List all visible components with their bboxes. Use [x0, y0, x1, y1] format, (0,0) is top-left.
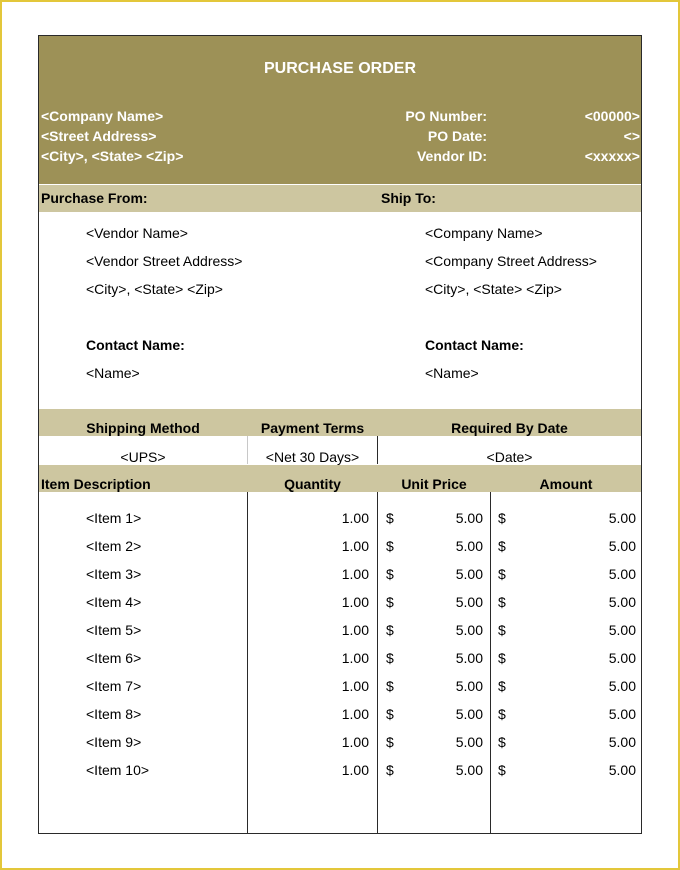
item-amount[interactable]: 5.00	[608, 594, 636, 610]
purchase-order-sheet	[38, 35, 642, 834]
address-section-band	[39, 185, 641, 212]
item-quantity[interactable]: 1.00	[341, 678, 369, 694]
amount-currency: $	[498, 706, 506, 722]
amount-currency: $	[498, 622, 506, 638]
required-by-date-label: Required By Date	[451, 420, 568, 436]
vendor-street-address[interactable]: <Vendor Street Address>	[86, 253, 243, 269]
item-quantity[interactable]: 1.00	[341, 622, 369, 638]
item-unit-price[interactable]: 5.00	[455, 650, 483, 666]
item-amount[interactable]: 5.00	[608, 566, 636, 582]
item-unit-price[interactable]: 5.00	[455, 594, 483, 610]
city-state-zip: <City>, <State> <Zip>	[41, 148, 184, 164]
po-number-label: PO Number:	[405, 108, 487, 124]
po-date-label: PO Date:	[427, 128, 487, 144]
col-amount: Amount	[539, 476, 593, 492]
item-amount[interactable]: 5.00	[608, 510, 636, 526]
item-unit-price[interactable]: 5.00	[455, 538, 483, 554]
col-quantity: Quantity	[284, 476, 341, 492]
item-amount[interactable]: 5.00	[608, 650, 636, 666]
item-amount[interactable]: 5.00	[608, 538, 636, 554]
item-quantity[interactable]: 1.00	[341, 510, 369, 526]
item-quantity[interactable]: 1.00	[341, 734, 369, 750]
amount-currency: $	[498, 762, 506, 778]
amount-currency: $	[498, 678, 506, 694]
item-description[interactable]: <Item 5>	[86, 622, 142, 638]
unit-price-currency: $	[386, 734, 394, 750]
payment-terms-label: Payment Terms	[260, 420, 365, 436]
item-quantity[interactable]: 1.00	[341, 538, 369, 554]
items-divider	[490, 492, 491, 833]
item-description[interactable]: <Item 8>	[86, 706, 142, 722]
vendor-contact-name[interactable]: <Name>	[86, 365, 140, 381]
unit-price-currency: $	[386, 650, 394, 666]
header-banner	[39, 36, 641, 184]
vendor-name[interactable]: <Vendor Name>	[86, 225, 188, 241]
item-description[interactable]: <Item 7>	[86, 678, 142, 694]
unit-price-currency: $	[386, 538, 394, 554]
ship-city-state-zip[interactable]: <City>, <State> <Zip>	[425, 281, 562, 297]
item-quantity[interactable]: 1.00	[341, 706, 369, 722]
shipping-method-value[interactable]: <UPS>	[120, 449, 166, 465]
item-quantity[interactable]: 1.00	[341, 762, 369, 778]
vendor-city-state-zip[interactable]: <City>, <State> <Zip>	[86, 281, 223, 297]
unit-price-currency: $	[386, 762, 394, 778]
purchase-from-label: Purchase From:	[41, 190, 148, 206]
unit-price-currency: $	[386, 706, 394, 722]
amount-currency: $	[498, 510, 506, 526]
shipping-header-band	[39, 409, 641, 436]
amount-currency: $	[498, 650, 506, 666]
amount-currency: $	[498, 734, 506, 750]
unit-price-currency: $	[386, 678, 394, 694]
ship-company-name[interactable]: <Company Name>	[425, 225, 543, 241]
item-amount[interactable]: 5.00	[608, 734, 636, 750]
ship-to-label: Ship To:	[381, 190, 436, 206]
ship-contact-name[interactable]: <Name>	[425, 365, 479, 381]
item-unit-price[interactable]: 5.00	[455, 622, 483, 638]
items-header-band	[39, 465, 641, 492]
item-unit-price[interactable]: 5.00	[455, 510, 483, 526]
shipping-divider	[377, 436, 378, 464]
po-date-value[interactable]: <>	[623, 128, 640, 144]
item-unit-price[interactable]: 5.00	[455, 762, 483, 778]
amount-currency: $	[498, 566, 506, 582]
unit-price-currency: $	[386, 594, 394, 610]
po-number-value[interactable]: <00000>	[584, 108, 640, 124]
item-description[interactable]: <Item 3>	[86, 566, 142, 582]
ship-contact-label: Contact Name:	[425, 337, 524, 353]
item-description[interactable]: <Item 10>	[86, 762, 150, 778]
unit-price-currency: $	[386, 566, 394, 582]
unit-price-currency: $	[386, 510, 394, 526]
item-amount[interactable]: 5.00	[608, 762, 636, 778]
item-unit-price[interactable]: 5.00	[455, 706, 483, 722]
item-description[interactable]: <Item 6>	[86, 650, 142, 666]
required-by-date-value[interactable]: <Date>	[486, 449, 533, 465]
vendor-id-value[interactable]: <xxxxx>	[584, 148, 640, 164]
item-amount[interactable]: 5.00	[608, 706, 636, 722]
item-amount[interactable]: 5.00	[608, 622, 636, 638]
company-name: <Company Name>	[41, 108, 164, 124]
item-description[interactable]: <Item 2>	[86, 538, 142, 554]
shipping-divider	[247, 436, 248, 464]
items-divider	[247, 492, 248, 833]
amount-currency: $	[498, 594, 506, 610]
item-quantity[interactable]: 1.00	[341, 650, 369, 666]
col-item-description: Item Description	[41, 476, 151, 492]
item-quantity[interactable]: 1.00	[341, 566, 369, 582]
col-unit-price: Unit Price	[401, 476, 467, 492]
unit-price-currency: $	[386, 622, 394, 638]
item-amount[interactable]: 5.00	[608, 678, 636, 694]
item-quantity[interactable]: 1.00	[341, 594, 369, 610]
vendor-id-label: Vendor ID:	[416, 148, 487, 164]
shipping-method-label: Shipping Method	[86, 420, 200, 436]
document-title: PURCHASE ORDER	[263, 60, 416, 77]
vendor-contact-label: Contact Name:	[86, 337, 185, 353]
item-unit-price[interactable]: 5.00	[455, 734, 483, 750]
items-divider	[377, 492, 378, 833]
ship-company-street[interactable]: <Company Street Address>	[425, 253, 597, 269]
item-unit-price[interactable]: 5.00	[455, 566, 483, 582]
payment-terms-value[interactable]: <Net 30 Days>	[265, 449, 360, 465]
item-description[interactable]: <Item 1>	[86, 510, 142, 526]
item-unit-price[interactable]: 5.00	[455, 678, 483, 694]
amount-currency: $	[498, 538, 506, 554]
item-description[interactable]: <Item 4>	[86, 594, 142, 610]
street-address: <Street Address>	[41, 128, 157, 144]
item-description[interactable]: <Item 9>	[86, 734, 142, 750]
